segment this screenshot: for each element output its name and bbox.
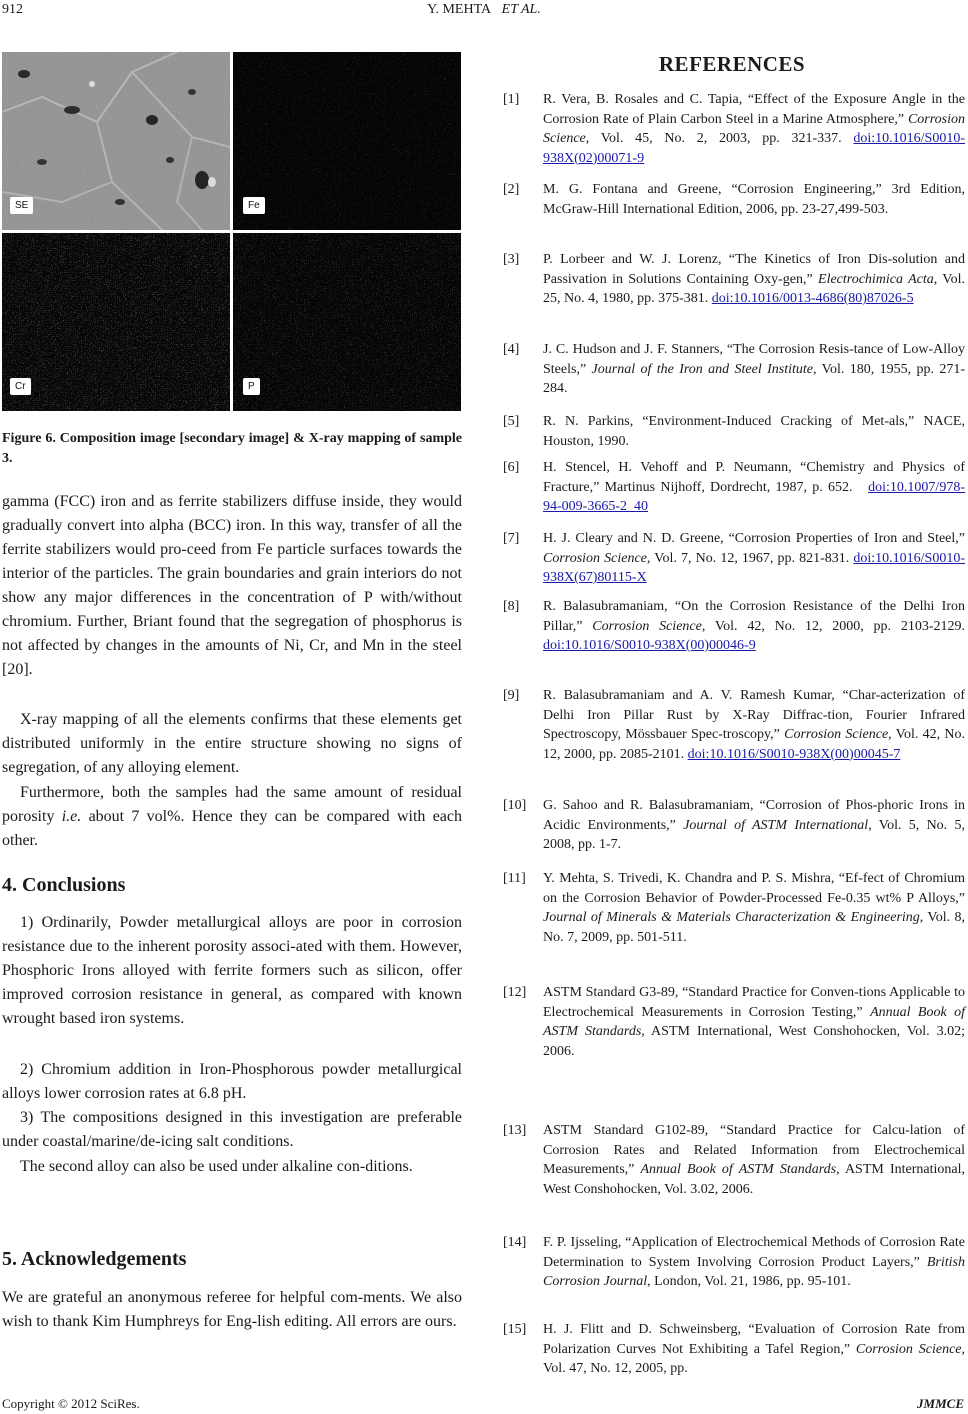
ref-text: F. P. Ijsseling, “Application of Electrochemical Methods of Corrosion Rate Determination to System Involving Corrosion Product Layers,”: [543, 1235, 965, 1270]
conclusion-4: The second alloy can also be used under alkaline con-ditions.: [20, 1158, 413, 1175]
ref-text-tail: , Vol. 8, No. 7, 2009, pp. 501-511.: [543, 910, 965, 945]
ref-text-tail: , Vol. 47, No. 12, 2005, pp.: [543, 1341, 965, 1376]
ref-number: [8]: [503, 599, 520, 614]
conclusion-3: 3) The compositions designed in this investigation are preferable under coastal/marine/de-icing salt conditions.: [2, 1109, 462, 1150]
p-xray-map: [233, 233, 461, 411]
ref-text: P. Lorbeer and W. J. Lorenz, “The Kinetics of Iron Dis-solution and Passivation in Solutions Containing Oxy-gen,”: [543, 252, 965, 287]
acknowledgements-text: We are grateful an anonymous referee for helpful com-ments. We also wish to thank Kim Humphreys for Eng-lish editing. All errors are ours.: [2, 1289, 462, 1330]
p-panel-label: P: [243, 378, 260, 395]
ref-number: [1]: [503, 92, 520, 107]
running-head-authors: Y. MEHTA: [427, 2, 492, 17]
ref-journal: Journal of Minerals & Materials Characterization & Engineering: [543, 910, 920, 925]
conclusions-heading: 4. Conclusions: [2, 874, 126, 896]
ref-text: J. C. Hudson and J. F. Stanners, “The Corrosion Resis-tance of Low-Alloy Steels,”: [543, 342, 965, 377]
reference-8: [503, 597, 965, 656]
ref-text: Y. Mehta, S. Trivedi, K. Chandra and P. S. Mishra, “Ef-fect of Chromium on the Corrosion Behavior of Powder-Processed Fe-0.35 wt% P Alloys,”: [543, 871, 965, 906]
reference-7: [503, 529, 965, 588]
se-panel-label: SE: [10, 197, 33, 214]
cr-map-panel: [2, 233, 230, 411]
ref-text-tail: , London, Vol. 21, 1986, pp. 95-101.: [647, 1274, 851, 1289]
reference-1: [503, 90, 965, 168]
ref-text: R. N. Parkins, “Environment-Induced Cracking of Met-als,” NACE, Houston, 1990.: [543, 414, 965, 449]
ref-number: [4]: [503, 342, 520, 357]
ref-number: [15]: [503, 1322, 527, 1337]
ref-number: [9]: [503, 688, 520, 703]
ref-text: H. J. Cleary and N. D. Greene, “Corrosion Properties of Iron and Steel,”: [543, 531, 965, 546]
ref-journal: Annual Book of ASTM Standards: [640, 1162, 837, 1177]
reference-5: [503, 412, 965, 451]
ref-text: R. Vera, B. Rosales and C. Tapia, “Effect of the Exposure Angle in the Corrosion Rate of Plain Carbon Steel in a Marine Atmosphere,”: [543, 92, 965, 127]
ref-journal: Corrosion Science: [784, 727, 889, 742]
ref-text: M. G. Fontana and Greene, “Corrosion Engineering,” 3rd Edition, McGraw-Hill International Edition, 2006, pp. 23-27,499-503.: [543, 182, 965, 217]
body-paragraph-2: X-ray mapping of all the elements confirms that these elements get distributed uniformly in the entire structure showing no signs of segregation, of any alloying element.: [2, 711, 462, 776]
reference-9: [503, 686, 965, 764]
ref-number: [5]: [503, 414, 520, 429]
para3-ie: i.e.: [61, 808, 82, 825]
ref-text-tail: , Vol. 45, No. 2, 2003, pp. 321-337.: [585, 131, 854, 146]
reference-13: [503, 1121, 965, 1199]
para3-text-b: about 7 vol%. Hence they can be compared with each other.: [2, 808, 462, 849]
fe-panel-label: Fe: [243, 197, 265, 214]
references-heading: REFERENCES: [658, 52, 806, 76]
ref-doi-link[interactable]: doi:10.1016/0013-4686(80)87026-5: [711, 291, 914, 306]
ref-doi-link[interactable]: doi:10.1016/S0010-938X(02)00071-9: [543, 131, 965, 166]
ref-number: [14]: [503, 1235, 527, 1250]
running-head-etal: ET AL.: [501, 2, 541, 17]
ref-journal: Corrosion Science: [855, 1341, 962, 1357]
copyright-notice: Copyright © 2012 SciRes.: [2, 1396, 140, 1411]
reference-2: [503, 180, 965, 219]
conclusion-1: 1) Ordinarily, Powder metallurgical alloys are poor in corrosion resistance due to the inherent porosity associ-ated with them. However, Phosphoric Irons alloyed with ferrite formers such as silicon, offer improved corrosion resistance in general, as compared with known wrought based iron systems.: [2, 914, 462, 1027]
ref-journal: Corrosion Science: [543, 550, 647, 566]
ref-number: [10]: [503, 798, 527, 813]
ref-journal: British Corrosion Journal: [543, 1254, 965, 1289]
ref-text-tail: , Vol. 25, No. 4, 1980, pp. 375-381.: [543, 271, 965, 306]
ref-doi-link[interactable]: doi:10.1007/978-94-009-3665-2_40: [543, 479, 965, 514]
fe-map-panel: [233, 52, 461, 230]
ref-journal: Annual Book of ASTM Standards: [543, 1004, 965, 1039]
ref-journal: Journal of the Iron and Steel Institute: [591, 361, 814, 377]
ref-journal: Corrosion Science: [543, 111, 965, 146]
ref-journal: Journal of ASTM International: [683, 817, 869, 833]
ref-text: G. Sahoo and R. Balasubramaniam, “Corrosion of Phos-phoric Irons in Acidic Environments,”: [543, 798, 965, 833]
se-image-panel: [2, 52, 230, 230]
reference-3: [503, 250, 965, 309]
ref-text-tail: , Vol. 42, No. 12, 2000, pp. 2085-2101.: [543, 727, 965, 762]
ref-text: ASTM Standard G102-89, “Standard Practice for Calcu-lation of Corrosion Rates and Related Information from Electrochemical Measurements,”: [543, 1123, 965, 1177]
ref-number: [3]: [503, 252, 520, 267]
ref-text-tail: , Vol. 42, No. 12, 2000, pp. 2103-2129.: [701, 618, 965, 634]
ref-journal: Electrochimica Acta: [818, 271, 934, 287]
reference-10: [503, 796, 965, 855]
cr-xray-map: [2, 233, 230, 411]
body-paragraph-1: gamma (FCC) iron and as ferrite stabilizers diffuse inside, they would gradually convert into alpha (BCC) iron. In this way, transfer of all the ferrite stabilizers would pro-ceed from Fe particle surfaces towards the interior of the particles. The grain boundaries and grain interiors do not show any major differences in the concentration of P with/without chromium. Further, Briant found that the segregation of phosphorus is not affected by changes in the amounts of Ni, Cr, and Mn in the steel [20].: [2, 493, 462, 678]
page-number: 912: [2, 2, 23, 17]
ref-number: [13]: [503, 1123, 527, 1138]
ref-text: R. Balasubramaniam, “On the Corrosion Resistance of the Delhi Iron Pillar,”: [543, 599, 965, 634]
running-head: [0, 2, 968, 18]
body-paragraph-3: [2, 781, 462, 853]
figure-caption: Figure 6. Composition image [secondary image] & X-ray mapping of sample 3.: [2, 431, 462, 466]
ref-text-tail: , Vol. 180, 1955, pp. 271-284.: [543, 361, 965, 396]
acknowledgements-heading: 5. Acknowledgements: [2, 1248, 187, 1270]
ref-number: [6]: [503, 460, 520, 475]
fe-xray-map: [233, 52, 461, 230]
ref-number: [7]: [503, 531, 520, 546]
reference-15: [503, 1320, 965, 1379]
reference-12: [503, 983, 965, 1061]
ref-text: R. Balasubramaniam and A. V. Ramesh Kumar, “Char-acterization of Delhi Iron Pillar Rust by X-Ray Diffrac-tion, Fourier Infrared Spectroscopy, Mössbauer Spec-troscopy,”: [543, 688, 965, 742]
ref-text: ASTM Standard G3-89, “Standard Practice for Conven-tions Applicable to Electrochemical Measurements in Corrosion Testing,”: [543, 985, 965, 1020]
ref-text: H. Stencel, H. Vehoff and P. Neumann, “Chemistry and Physics of Fracture,” Martinus Nijhoff, Dordrecht, 1987, p. 652.: [543, 460, 965, 495]
ref-text: H. J. Flitt and D. Schweinsberg, “Evaluation of Corrosion Rate from Polarization Curves Not Exhibiting a Tafel Region,”: [543, 1322, 965, 1357]
figure-6: [2, 52, 462, 412]
ref-doi-link[interactable]: doi:10.1016/S0010-938X(00)00046-9: [543, 638, 756, 653]
reference-4: [503, 340, 965, 399]
conclusion-2: 2) Chromium addition in Iron-Phosphorous powder metallurgical alloys lower corrosion rates at 6.8 pH.: [2, 1061, 462, 1102]
ref-journal: Corrosion Science: [592, 618, 702, 634]
reference-14: [503, 1233, 965, 1292]
reference-6: [503, 458, 965, 517]
p-map-panel: [233, 233, 461, 411]
ref-text-tail: , ASTM International, West Conshohocken, Vol. 3.02; 2006.: [543, 1024, 965, 1059]
reference-11: [503, 869, 965, 947]
ref-text-tail: , Vol. 7, No. 12, 1967, pp. 821-831.: [646, 550, 854, 566]
ref-number: [2]: [503, 182, 520, 197]
ref-doi-link[interactable]: doi:10.1016/S0010-938X(00)00045-7: [687, 746, 901, 762]
ref-number: [11]: [503, 871, 526, 886]
ref-doi-link[interactable]: doi:10.1016/S0010-938X(67)80115-X: [543, 550, 965, 585]
ref-number: [12]: [503, 985, 527, 1000]
se-micrograph: [2, 52, 230, 230]
cr-panel-label: Cr: [10, 378, 31, 395]
journal-abbreviation: JMMCE: [917, 1396, 964, 1411]
ref-text-tail: , ASTM International, West Conshohocken, Vol. 3.02, 2006.: [543, 1162, 965, 1197]
para3-text-a: Furthermore, both the samples had the same amount of residual porosity: [2, 784, 462, 825]
ref-text-tail: , Vol. 5, No. 5, 2008, pp. 1-7.: [543, 817, 965, 852]
